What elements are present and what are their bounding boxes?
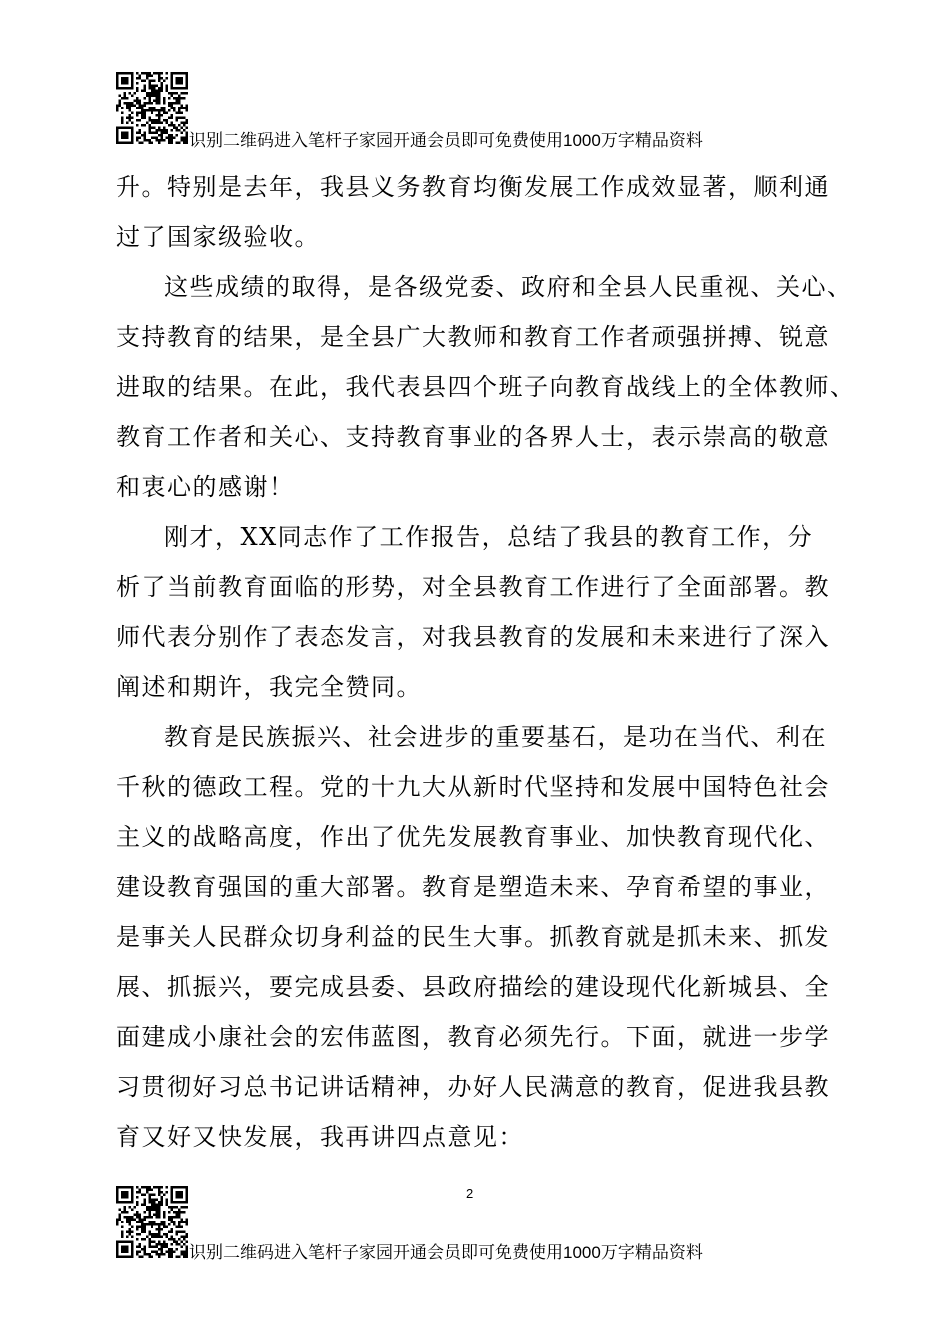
text-line: 主义的战略高度，作出了优先发展教育事业、加快教育现代化、 [116,823,830,851]
text-line: 进取的结果。在此，我代表县四个班子向教育战线上的全体教师、 [116,373,856,401]
text-line: 析了当前教育面临的形势，对全县教育工作进行了全面部署。教 [116,573,830,601]
text-line: 师代表分别作了表态发言，对我县教育的发展和未来进行了深入 [116,623,830,651]
document-body [116,162,856,1162]
text-line: 教育工作者和关心、支持教育事业的各界人士，表示崇高的敬意 [116,423,830,451]
footer-caption: 识别二维码进入笔杆子家园开通会员即可免费使用1000万字精品资料 [189,1243,703,1262]
text-line: 过了国家级验收。 [116,223,320,251]
text-line: 阐述和期许，我完全赞同。 [116,673,422,701]
header-qr-code-icon [116,72,188,144]
text-line: 教育是民族振兴、社会进步的重要基石，是功在当代、利在 [164,723,827,751]
paragraph [116,162,852,262]
paragraph [116,262,856,512]
text-line: 建设教育强国的重大部署。教育是塑造未来、孕育希望的事业， [116,873,830,901]
text-line: 面建成小康社会的宏伟蓝图，教育必须先行。下面，就进一步学 [116,1023,830,1051]
text-line: 这些成绩的取得，是各级党委、政府和全县人民重视、关心、 [164,273,853,301]
text-line: 千秋的德政工程。党的十九大从新时代坚持和发展中国特色社会 [116,773,830,801]
text-line: 是事关人民群众切身利益的民生大事。抓教育就是抓未来、抓发 [116,923,830,951]
text-line: 习贯彻好习总书记讲话精神，办好人民满意的教育，促进我县教 [116,1073,830,1101]
footer-qr-code-icon [116,1186,188,1258]
header-caption: 识别二维码进入笔杆子家园开通会员即可免费使用1000万字精品资料 [189,131,703,150]
text-line: 支持教育的结果，是全县广大教师和教育工作者顽强拼搏、锐意 [116,323,830,351]
paragraph [116,512,852,712]
paragraph [116,712,852,1162]
text-line: 升。特别是去年，我县义务教育均衡发展工作成效显著，顺利通 [116,173,830,201]
page-number: 2 [466,1186,474,1201]
text-line: 刚才，XX同志作了工作报告，总结了我县的教育工作，分 [164,523,814,551]
text-line: 展、抓振兴，要完成县委、县政府描绘的建设现代化新城县、全 [116,973,830,1001]
text-line: 和衷心的感谢！ [116,473,295,501]
text-line: 育又好又快发展，我再讲四点意见： [116,1123,524,1151]
